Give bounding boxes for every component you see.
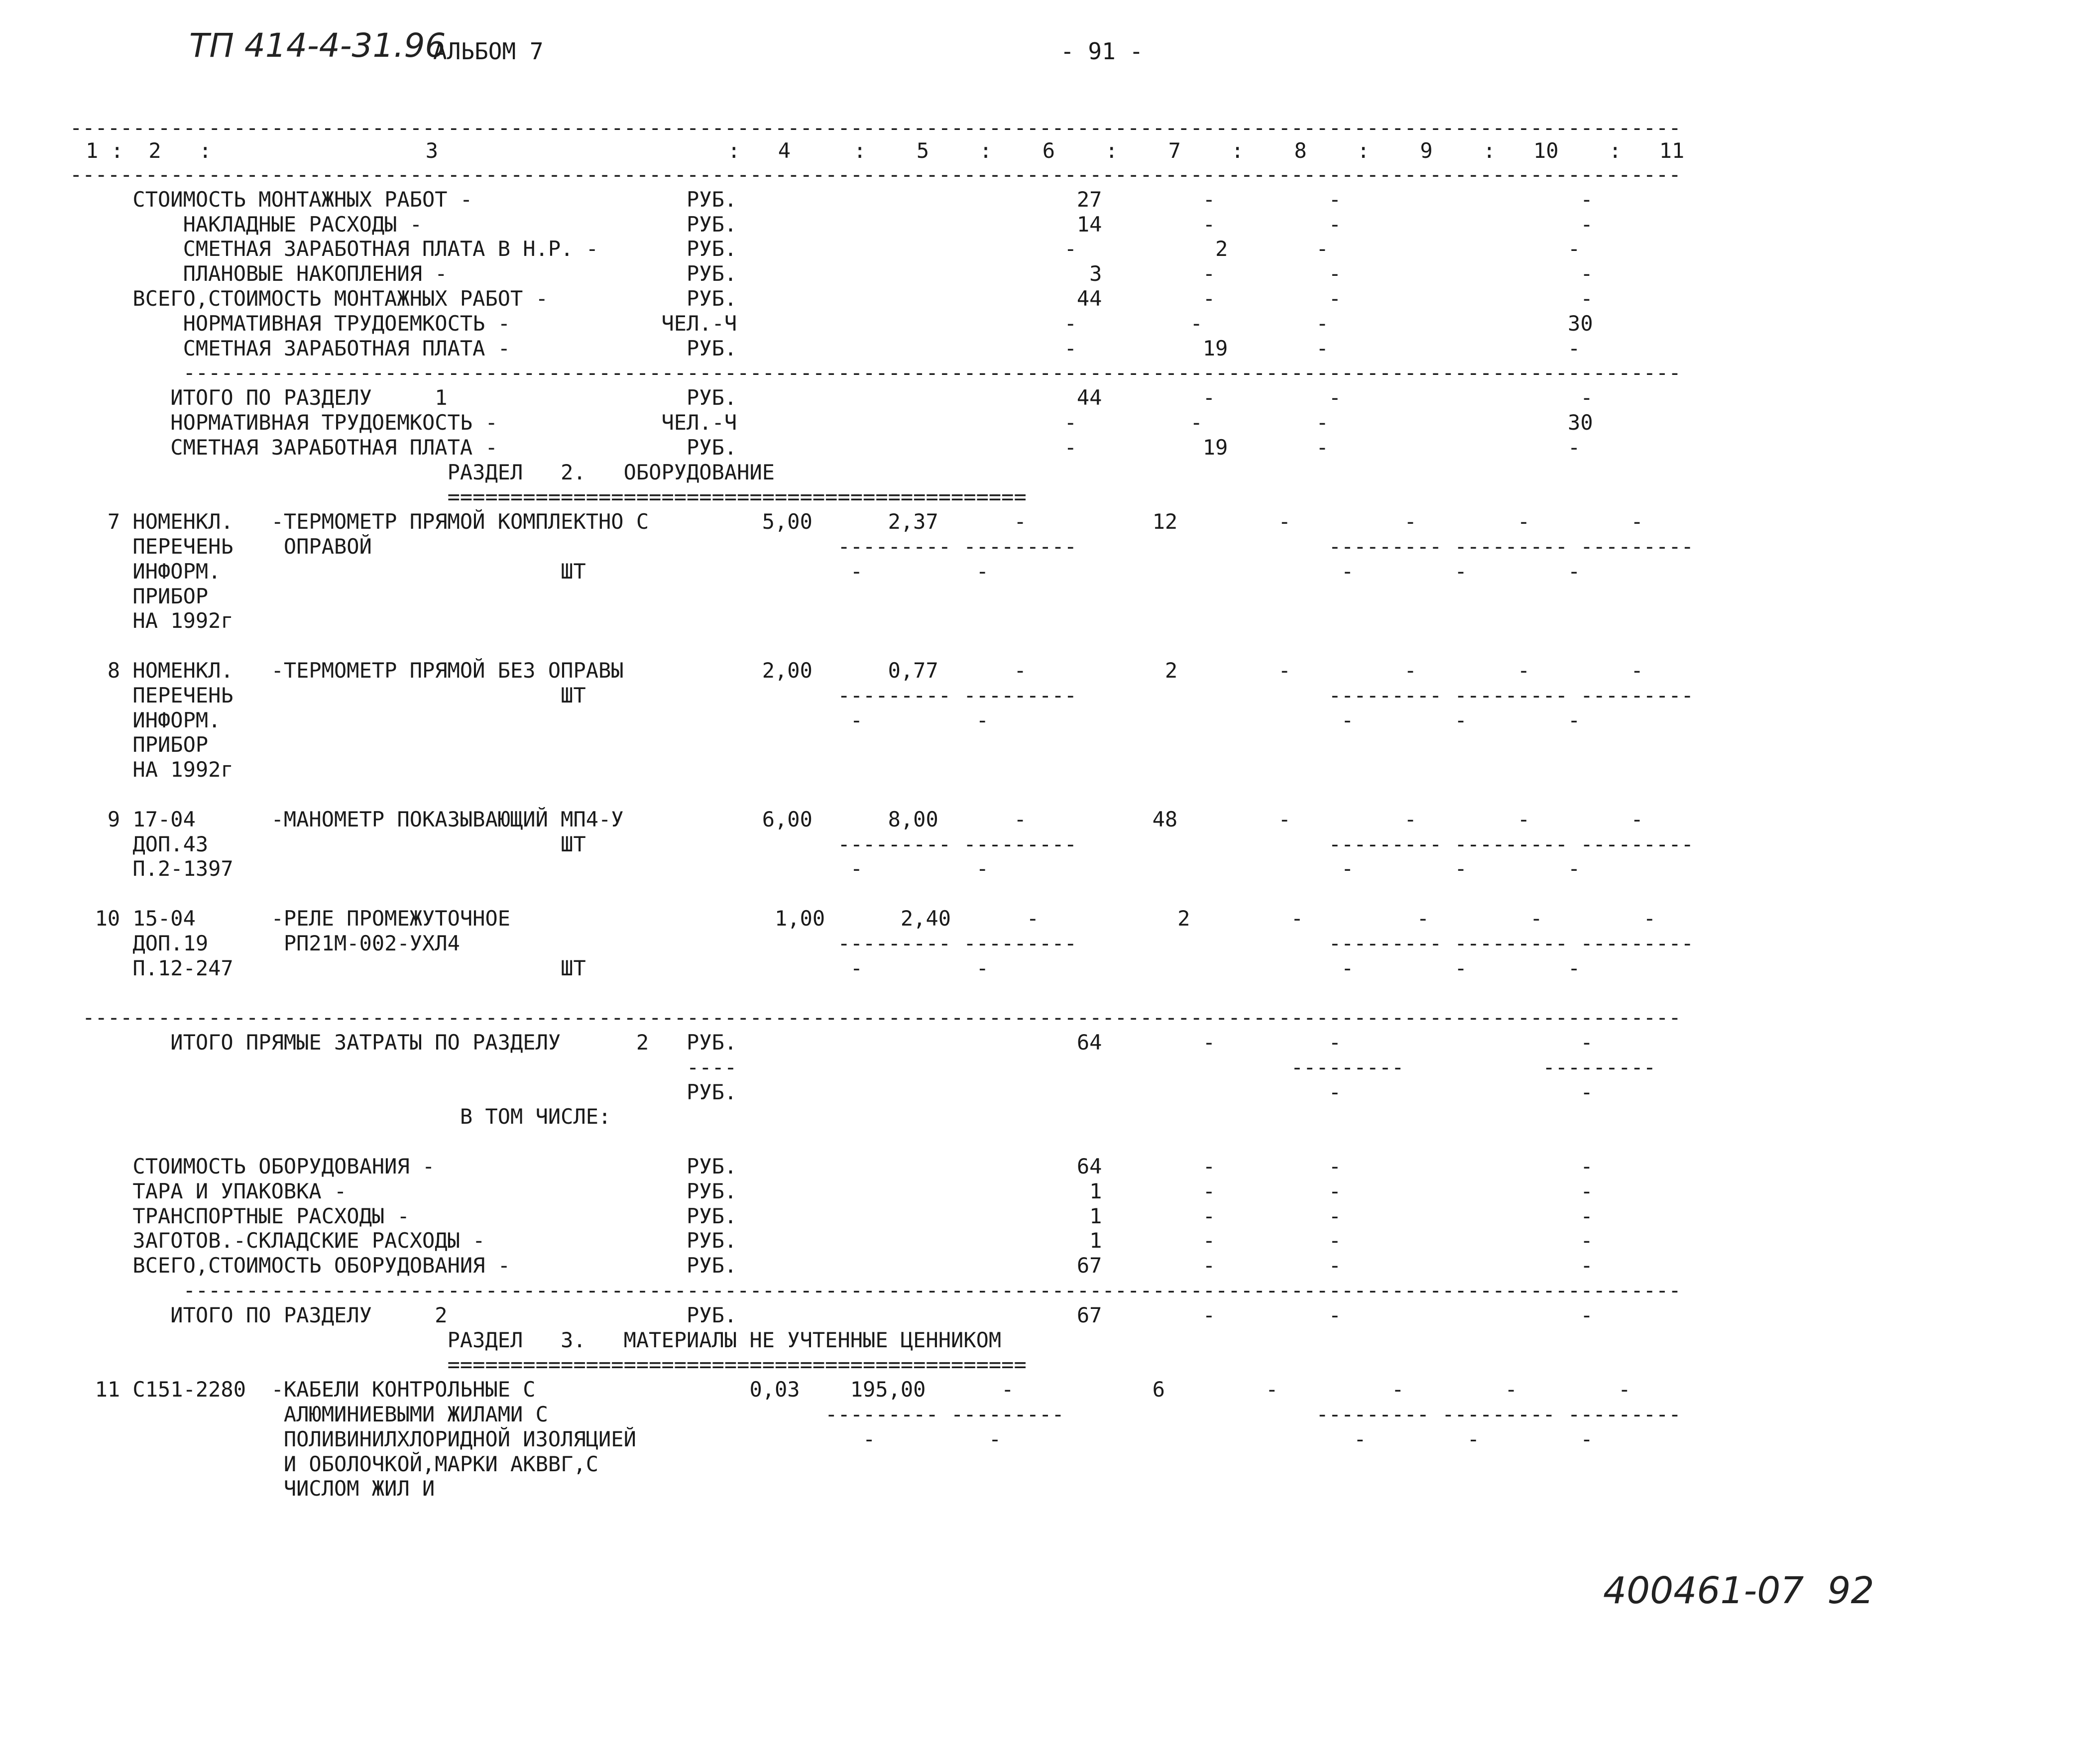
document-line: СТОИМОСТЬ ОБОРУДОВАНИЯ - РУБ. 64 - - - [70, 1154, 1593, 1178]
document-line: П.2-1397 - - - - - [70, 856, 1581, 881]
document-line: СМЕТНАЯ ЗАРАБОТНАЯ ПЛАТА - РУБ. - 19 - - [70, 435, 1581, 460]
document-line: ВСЕГО,СТОИМОСТЬ МОНТАЖНЫХ РАБОТ - РУБ. 44 - - - [70, 286, 1593, 311]
document-line: ПЛАНОВЫЕ НАКОПЛЕНИЯ - РУБ. 3 - - - [70, 261, 1593, 286]
document-line: СМЕТНАЯ ЗАРАБОТНАЯ ПЛАТА - РУБ. - 19 - - [70, 336, 1581, 360]
album-label: АЛЬБОМ 7 [433, 38, 544, 65]
document-line: ПРИБОР [70, 584, 209, 608]
document-line: ----------------------------------------------------------------------------------------------------------------------- [70, 1278, 1681, 1302]
document-line: ЗАГОТОВ.-СКЛАДСКИЕ РАСХОДЫ - РУБ. 1 - - - [70, 1228, 1593, 1253]
document-line: ============================================== [70, 484, 1027, 509]
document-line: ИНФОРМ. - - - - - [70, 708, 1581, 732]
document-line: ПЕРЕЧЕНЬ ОПРАВОЙ --------- --------- --------- --------- --------- [70, 534, 1694, 559]
document-line: И ОБОЛОЧКОЙ,МАРКИ АКВВГ,С [70, 1452, 599, 1476]
document-line: ДОП.43 ШТ --------- --------- --------- --------- --------- [70, 832, 1694, 856]
document-line: ТРАНСПОРТНЫЕ РАСХОДЫ - РУБ. 1 - - - [70, 1204, 1593, 1228]
document-line: 7 НОМЕНКЛ. -ТЕРМОМЕТР ПРЯМОЙ КОМПЛЕКТНО С 5,00 2,37 - 12 - - - - [70, 509, 1643, 534]
document-line: АЛЮМИНИЕВЫМИ ЖИЛАМИ С --------- --------- --------- --------- --------- [70, 1402, 1681, 1426]
document-line: ИНФОРМ. ШТ - - - - - [70, 559, 1581, 584]
document-line: ИТОГО ПРЯМЫЕ ЗАТРАТЫ ПО РАЗДЕЛУ 2 РУБ. 64 - - - [70, 1030, 1593, 1055]
document-line: ПОЛИВИНИЛХЛОРИДНОЙ ИЗОЛЯЦИЕЙ - - - - - [70, 1427, 1593, 1451]
document-line: ----------------------------------------------------------------------------------------------------------------------- [70, 360, 1681, 385]
document-line: НОРМАТИВНАЯ ТРУДОЕМКОСТЬ - ЧЕЛ.-Ч - - - 30 [70, 410, 1593, 435]
document-line: 10 15-04 -РЕЛЕ ПРОМЕЖУТОЧНОЕ 1,00 2,40 - 2 - - - - [70, 906, 1656, 931]
document-line: ------------------------------------------------------------------------------------------------------------------------------- [70, 1005, 1681, 1030]
document-line: РАЗДЕЛ 2. ОБОРУДОВАНИЕ [70, 460, 775, 484]
document-line: 8 НОМЕНКЛ. -ТЕРМОМЕТР ПРЯМОЙ БЕЗ ОПРАВЫ 2,00 0,77 - 2 - - - - [70, 658, 1643, 683]
document-line: В ТОМ ЧИСЛЕ: [70, 1104, 611, 1129]
document-line: НА 1992г [70, 608, 233, 633]
document-line: ВСЕГО,СТОИМОСТЬ ОБОРУДОВАНИЯ - РУБ. 67 - - - [70, 1253, 1593, 1278]
document-line: РУБ. - - [70, 1080, 1593, 1104]
document-line: СТОИМОСТЬ МОНТАЖНЫХ РАБОТ - РУБ. 27 - - - [70, 187, 1593, 212]
document-line: П.12-247 ШТ - - - - - [70, 956, 1581, 980]
doc-code-handwritten: ТП 414-4-31.96 [189, 26, 446, 65]
document-line: ЧИСЛОМ ЖИЛ И [70, 1476, 435, 1501]
page-number: - 91 - [1060, 38, 1144, 65]
document-line: ИТОГО ПО РАЗДЕЛУ 1 РУБ. 44 - - - [70, 385, 1593, 410]
document-line: ИТОГО ПО РАЗДЕЛУ 2 РУБ. 67 - - - [70, 1303, 1593, 1327]
document-line: НА 1992г [70, 757, 233, 782]
document-line: НАКЛАДНЫЕ РАСХОДЫ - РУБ. 14 - - - [70, 212, 1593, 236]
column-header-row: 1 : 2 : 3 : 4 : 5 : 6 : 7 : 8 : 9 : 10 : 11 [86, 138, 1685, 163]
document-line: ПЕРЕЧЕНЬ ШТ --------- --------- --------- --------- --------- [70, 683, 1694, 707]
document-line: ДОП.19 РП21М-002-УХЛ4 --------- --------- --------- --------- --------- [70, 931, 1694, 955]
document-line: 9 17-04 -МАНОМЕТР ПОКАЗЫВАЮЩИЙ МП4-У 6,00 8,00 - 48 - - - - [70, 807, 1643, 831]
document-line: РАЗДЕЛ 3. МАТЕРИАЛЫ НЕ УЧТЕННЫЕ ЦЕННИКОМ [70, 1328, 1002, 1352]
table-top-rule: -------------------------------------------------------------------------------------------------------------------------------- [70, 116, 1681, 140]
document-line: ПРИБОР [70, 732, 209, 757]
document-line: -------------------------------------------------------------------------------------------------------------------------------- [70, 162, 1681, 187]
document-line: ============================================== [70, 1352, 1027, 1377]
handwritten-stamp: 400461-07 92 [1603, 1569, 1874, 1612]
document-line: СМЕТНАЯ ЗАРАБОТНАЯ ПЛАТА В Н.Р. - РУБ. - 2 - - [70, 236, 1581, 261]
document-line: 11 С151-2280 -КАБЕЛИ КОНТРОЛЬНЫЕ С 0,03 195,00 - 6 - - - - [70, 1377, 1631, 1402]
document-line: ---- --------- --------- [70, 1055, 1656, 1079]
document-line: ТАРА И УПАКОВКА - РУБ. 1 - - - [70, 1179, 1593, 1203]
document-line: НОРМАТИВНАЯ ТРУДОЕМКОСТЬ - ЧЕЛ.-Ч - - - 30 [70, 311, 1593, 336]
